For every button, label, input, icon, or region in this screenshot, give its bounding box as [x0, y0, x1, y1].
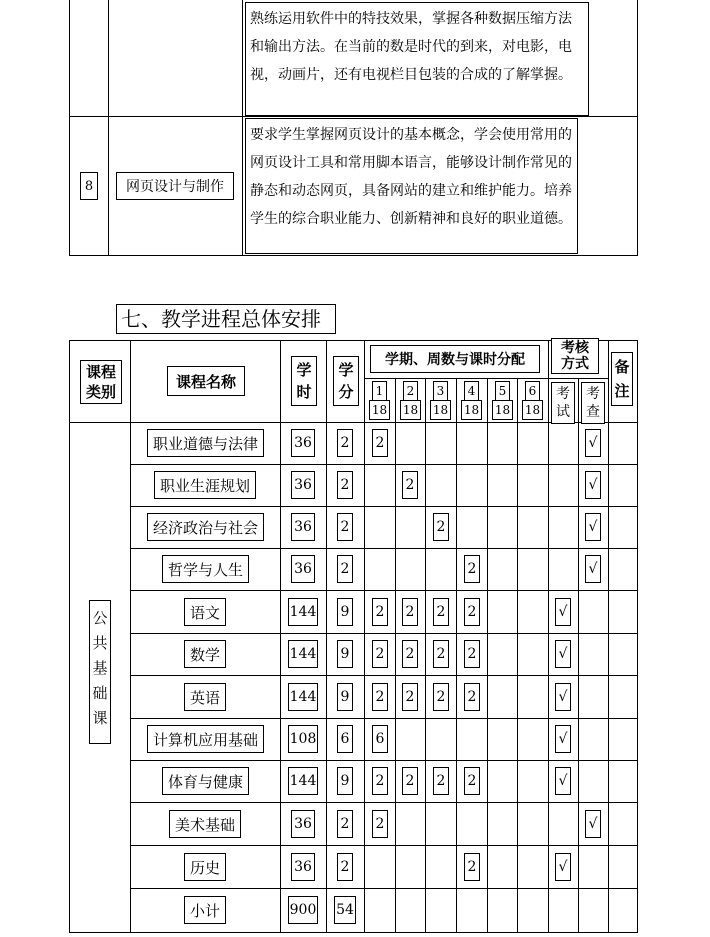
- category-label: 公共基础课: [89, 600, 111, 744]
- course-description-previous: 熟练运用软件中的特技效果，掌握各种数据压缩方法和输出方法。在当前的数是时代的到来，对电影，电视，动画片，还有电视栏目包装的合成的了解掌握。: [245, 2, 589, 116]
- course-name: 体育与健康: [162, 767, 249, 795]
- semester-hours: 2: [464, 555, 480, 583]
- check-mark: √: [585, 555, 601, 583]
- semester-hours: 2: [372, 429, 388, 457]
- semester-hours: 2: [464, 683, 480, 711]
- semester-number: 4: [464, 381, 479, 401]
- semester-weeks: 18: [400, 400, 421, 420]
- semester-number: 5: [495, 381, 510, 401]
- header-course-name: 课程名称: [167, 366, 245, 396]
- course-index: 8: [80, 172, 98, 200]
- semester-hours: 2: [402, 640, 418, 668]
- course-name: 小计: [184, 896, 226, 924]
- course-hours: 108: [288, 725, 318, 753]
- header-exam: 考试: [551, 382, 575, 424]
- semester-hours: 2: [433, 598, 449, 626]
- course-name: 英语: [184, 683, 226, 711]
- course-hours: 36: [291, 513, 315, 541]
- course-name: 经济政治与社会: [147, 513, 264, 541]
- check-mark: √: [585, 513, 601, 541]
- header-distribution: 学期、周数与课时分配: [370, 345, 540, 373]
- course-name: 哲学与人生: [162, 555, 249, 583]
- semester-hours: 2: [372, 767, 388, 795]
- check-mark: √: [585, 429, 601, 457]
- semester-weeks: 18: [430, 400, 451, 420]
- course-name: 职业道德与法律: [147, 429, 264, 457]
- semester-weeks: 18: [369, 400, 390, 420]
- exam-mark: √: [555, 640, 571, 668]
- check-mark: √: [585, 810, 601, 838]
- semester-hours: 2: [433, 640, 449, 668]
- course-description-web-design: 要求学生掌握网页设计的基本概念，学会使用常用的网页设计工具和常用脚本语言，能够设计制作常见的静态和动态网页，具备网站的建立和维护能力。培养学生的综合职业能力、创新精神和良好的职业道德。: [245, 118, 578, 254]
- course-hours: 144: [288, 767, 318, 795]
- course-hours: 36: [291, 429, 315, 457]
- semester-weeks: 18: [522, 400, 543, 420]
- header-category: 课程类别: [80, 360, 122, 404]
- exam-mark: √: [555, 767, 571, 795]
- section-title: 七、教学进程总体安排: [116, 304, 336, 334]
- semester-hours: 2: [433, 683, 449, 711]
- semester-hours: 2: [464, 853, 480, 881]
- course-credits: 6: [337, 725, 353, 753]
- semester-weeks: 18: [461, 400, 482, 420]
- course-credits: 2: [337, 429, 353, 457]
- header-check: 考查: [581, 382, 605, 424]
- course-name: 数学: [184, 640, 226, 668]
- header-remarks: 备注: [611, 352, 633, 406]
- semester-hours: 2: [464, 598, 480, 626]
- semester-hours: 6: [372, 725, 388, 753]
- course-credits: 9: [337, 598, 353, 626]
- course-credits: 9: [337, 767, 353, 795]
- semester-hours: 2: [402, 598, 418, 626]
- exam-mark: √: [555, 725, 571, 753]
- course-name: 历史: [184, 853, 226, 881]
- semester-hours: 2: [372, 810, 388, 838]
- course-credits: 2: [337, 810, 353, 838]
- semester-number: 1: [372, 381, 387, 401]
- course-hours: 144: [288, 640, 318, 668]
- header-credits: 学分: [333, 356, 359, 406]
- semester-hours: 2: [464, 640, 480, 668]
- course-credits: 54: [334, 896, 356, 924]
- semester-hours: 2: [372, 640, 388, 668]
- course-credits: 2: [337, 853, 353, 881]
- semester-number: 6: [525, 381, 540, 401]
- course-name: 职业生涯规划: [154, 471, 256, 499]
- course-hours: 36: [291, 810, 315, 838]
- course-credits: 9: [337, 640, 353, 668]
- course-name: 美术基础: [169, 810, 241, 838]
- exam-mark: √: [555, 683, 571, 711]
- semester-hours: 2: [464, 767, 480, 795]
- course-hours: 900: [288, 896, 318, 924]
- course-hours: 144: [288, 683, 318, 711]
- semester-hours: 2: [372, 598, 388, 626]
- semester-hours: 2: [433, 513, 449, 541]
- semester-number: 3: [433, 381, 448, 401]
- course-hours: 36: [291, 555, 315, 583]
- course-credits: 2: [337, 471, 353, 499]
- course-hours: 144: [288, 598, 318, 626]
- course-credits: 2: [337, 513, 353, 541]
- semester-hours: 2: [433, 767, 449, 795]
- course-name-web-design: 网页设计与制作: [116, 172, 234, 200]
- course-hours: 36: [291, 853, 315, 881]
- semester-weeks: 18: [492, 400, 513, 420]
- course-credits: 2: [337, 555, 353, 583]
- course-credits: 9: [337, 683, 353, 711]
- course-name: 计算机应用基础: [147, 725, 264, 753]
- semester-number: 2: [403, 381, 418, 401]
- semester-hours: 2: [372, 683, 388, 711]
- semester-hours: 2: [402, 767, 418, 795]
- header-assessment: 考核方式: [551, 338, 599, 374]
- semester-hours: 2: [402, 683, 418, 711]
- semester-hours: 2: [402, 471, 418, 499]
- course-hours: 36: [291, 471, 315, 499]
- exam-mark: √: [555, 598, 571, 626]
- header-hours: 学时: [291, 356, 317, 406]
- check-mark: √: [585, 471, 601, 499]
- exam-mark: √: [555, 853, 571, 881]
- course-name: 语文: [184, 598, 226, 626]
